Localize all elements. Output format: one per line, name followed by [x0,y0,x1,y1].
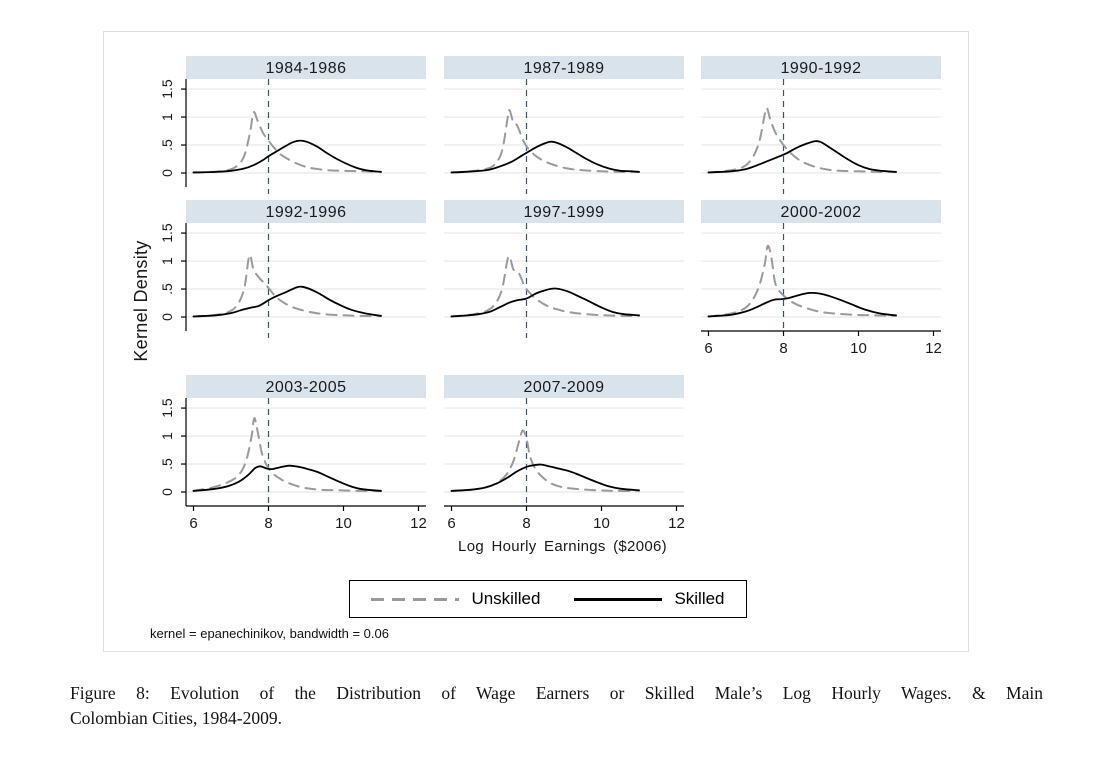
skilled-curve [194,466,382,491]
kernel-bandwidth-note: kernel = epanechinikov, bandwidth = 0.06 [150,626,389,641]
unskilled-curve [194,112,382,172]
panel-title: 2007-2009 [523,379,605,396]
y-tick-label: .5 [159,283,175,295]
x-tick-label: 10 [850,340,867,357]
caption-line-1: Figure 8: Evolution of the Distribution of Wage Earners or Skilled Male’s Log Hourly Wages. & Main [70,683,1043,703]
legend-item-unskilled [371,589,540,609]
panel-2003-2005 [159,375,427,532]
x-tick-label: 6 [704,340,713,357]
caption-line-2: Colombian Cities, 1984-2009. [70,707,282,728]
x-tick-label: 6 [447,515,456,532]
y-tick-label: 0 [159,313,175,321]
skilled-curve [452,465,640,491]
y-tick-label: 1 [159,257,175,265]
skilled-line-sample [574,598,662,601]
x-axis-title: Log Hourly Earnings ($2006) [458,538,667,555]
unskilled-curve [194,418,382,491]
skilled-curve [452,289,640,317]
panel-2000-2002 [701,200,942,357]
y-tick-label: 1.5 [159,398,175,418]
panel-1997-1999 [444,200,684,338]
skilled-curve [194,287,382,317]
panel-title: 1984-1986 [265,60,347,77]
y-tick-label: 0 [159,488,175,496]
panel-2007-2009 [444,375,685,532]
legend-label-skilled: Skilled [674,589,725,608]
panel-1990-1992 [701,56,941,194]
x-tick-label: 10 [335,515,352,532]
legend-label-unskilled: Unskilled [471,589,541,608]
panel-title: 1987-1989 [523,60,605,77]
x-tick-label: 8 [264,515,273,532]
unskilled-line-sample [371,598,459,601]
panel-1984-1986 [159,56,426,194]
y-tick-label: 1.5 [159,79,175,99]
y-tick-label: .5 [159,139,175,151]
x-tick-label: 12 [668,515,685,532]
x-tick-label: 6 [189,515,198,532]
y-tick-label: .5 [159,458,175,470]
x-tick-label: 8 [522,515,531,532]
skilled-curve [709,293,897,317]
kernel-density-small-multiples [104,32,968,651]
x-tick-label: 12 [410,515,427,532]
x-tick-label: 12 [925,340,942,357]
figure-caption [70,681,1043,731]
skilled-curve [452,142,640,173]
y-tick-label: 1 [159,113,175,121]
skilled-curve [709,141,897,172]
unskilled-curve [194,255,382,316]
y-tick-label: 1.5 [159,223,175,243]
panel-1992-1996 [159,200,426,338]
y-axis-title: Kernel Density [131,240,151,362]
panel-title: 1990-1992 [780,60,862,77]
unskilled-curve [452,256,640,316]
panel-title: 1997-1999 [523,204,605,221]
unskilled-curve [709,246,897,317]
x-tick-label: 8 [779,340,788,357]
panel-1987-1989 [444,56,684,194]
y-tick-label: 0 [159,169,175,177]
unskilled-curve [452,110,640,172]
panel-title: 2003-2005 [265,379,347,396]
x-tick-label: 10 [593,515,610,532]
panel-title: 1992-1996 [265,204,347,221]
y-tick-label: 1 [159,432,175,440]
panel-title: 2000-2002 [780,204,862,221]
legend-item-skilled [574,589,724,609]
legend [349,580,747,618]
figure-panel [103,31,969,652]
unskilled-curve [452,430,640,490]
